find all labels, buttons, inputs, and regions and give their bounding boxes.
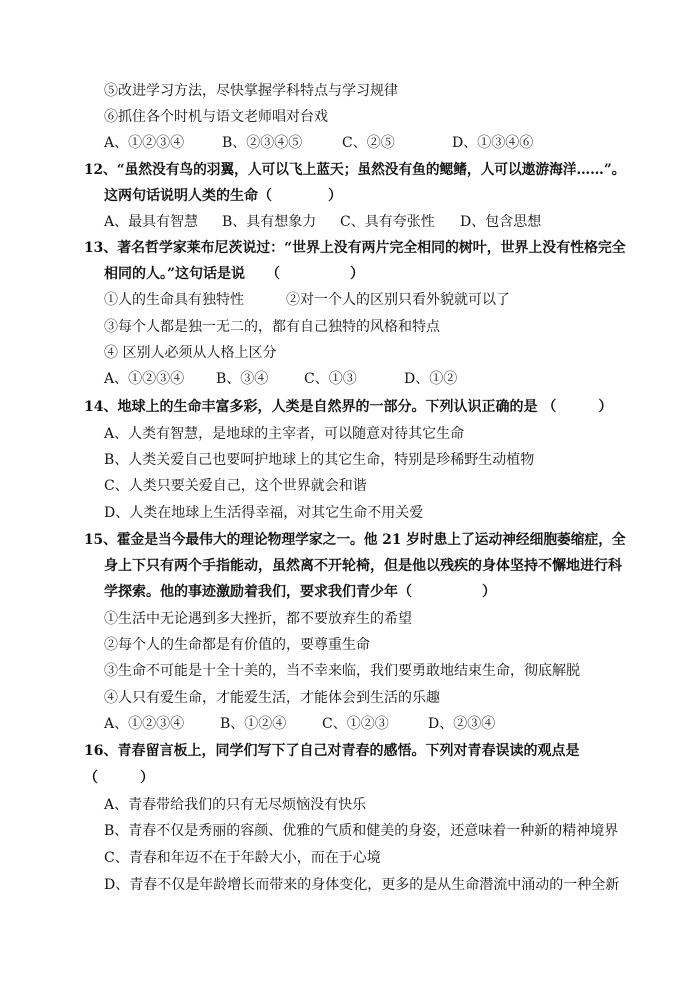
q15-stem-line-1: 15、霍金是当今最伟大的理论物理学家之一。他 21 岁时患上了运动神经细胞萎缩症，全	[84, 532, 626, 548]
q11-option-b: B、②③④⑤	[222, 135, 303, 151]
q15-option-c: C、①②③	[322, 716, 389, 732]
q13-option-c: C、①③	[304, 371, 357, 387]
q12-stem-line-1: 12、“虽然没有鸟的羽翼，人可以飞上蓝天；虽然没有鱼的鳃鳍，人可以遨游海洋……”。	[84, 162, 626, 178]
q12-option-c: C、具有夸张性	[340, 214, 435, 230]
q16-option-a: A、青春带给我们的只有无尽烦恼没有快乐	[104, 797, 367, 813]
q13-option-d: D、①②	[404, 371, 458, 387]
q16-stem-line-1: 16、青春留言板上，同学们写下了自己对青春的感悟。下列对青春误读的观点是	[84, 743, 580, 759]
q13-option-a: A、①②③④	[104, 371, 185, 387]
q13-item-3: ③每个人都是独一无二的，都有自己独特的风格和特点	[104, 319, 440, 335]
q11-item-5: ⑤改进学习方法，尽快掌握学科特点与学习规律	[104, 83, 398, 99]
q13-item-1-2: ①人的生命具有独特性 ②对一个人的区别只看外貌就可以了	[104, 292, 510, 308]
q13-stem-line-1: 13、著名哲学家莱布尼茨说过：“世界上没有两片完全相同的树叶，世界上没有性格完全	[84, 240, 626, 256]
q13-stem-line-2: 相同的人。”这句话是说 （ ）	[104, 266, 365, 282]
q15-option-a: A、①②③④	[104, 716, 185, 732]
q14-stem: 14、地球上的生命丰富多彩，人类是自然界的一部分。下列认识正确的是 （ ）	[84, 399, 613, 415]
q15-item-2: ②每个人的生命都是有价值的，要尊重生命	[104, 637, 370, 653]
q15-item-3: ③生命不可能是十全十美的，当不幸来临，我们要勇敢地结束生命，彻底解脱	[104, 663, 580, 679]
q16-option-c: C、青春和年迈不在于年龄大小，而在于心境	[104, 850, 381, 866]
q14-option-b: B、人类关爱自己也要呵护地球上的其它生命，特别是珍稀野生动植物	[104, 452, 535, 468]
q14-option-d: D、人类在地球上生活得幸福，对其它生命不用关爱	[104, 505, 424, 521]
q11-option-a: A、①②③④	[104, 135, 185, 151]
q12-option-d: D、包含思想	[460, 214, 542, 230]
q15-item-4: ④人只有爱生命，才能爱生活，才能体会到生活的乐趣	[104, 690, 440, 706]
q15-stem-line-2: 身上下只有两个手指能动，虽然离不开轮椅，但是他以残疾的身体坚持不懈地进行科	[104, 558, 622, 574]
q14-option-c: C、人类只要关爱自己，这个世界就会和谐	[104, 478, 367, 494]
q11-item-6: ⑥抓住各个时机与语文老师唱对台戏	[104, 109, 328, 125]
q12-stem-line-2: 这两句话说明人类的生命（ ）	[104, 188, 342, 204]
q15-option-d: D、②③④	[428, 716, 496, 732]
q11-option-d: D、①③④⑥	[452, 135, 534, 151]
q16-option-d: D、青春不仅是年龄增长而带来的身体变化，更多的是从生命潜流中涌动的一种全新	[104, 877, 620, 893]
q11-option-c: C、②⑤	[342, 135, 395, 151]
q15-option-b: B、①②④	[220, 716, 287, 732]
q14-option-a: A、人类有智慧，是地球的主宰者，可以随意对待其它生命	[104, 426, 465, 442]
q11-options	[104, 130, 572, 156]
q15-stem-line-3: 学探索。他的事迹激励着我们，要求我们青少年（ ）	[104, 584, 496, 600]
q15-options	[104, 711, 528, 737]
q13-option-b: B、③④	[216, 371, 269, 387]
q13-options	[104, 366, 484, 392]
q16-option-b: B、青春不仅是秀丽的容颜、优雅的气质和健美的身姿，还意味着一种新的精神境界	[104, 823, 619, 839]
q12-option-a: A、最具有智慧	[104, 214, 199, 230]
q13-item-4: ④ 区别人必须从人格上区分	[104, 345, 277, 361]
q15-item-1: ①生活中无论遇到多大挫折，都不要放弃生的希望	[104, 611, 412, 627]
q12-option-b: B、具有想象力	[222, 214, 317, 230]
q12-options	[104, 209, 570, 235]
q16-stem-line-2: （ ）	[84, 770, 154, 786]
